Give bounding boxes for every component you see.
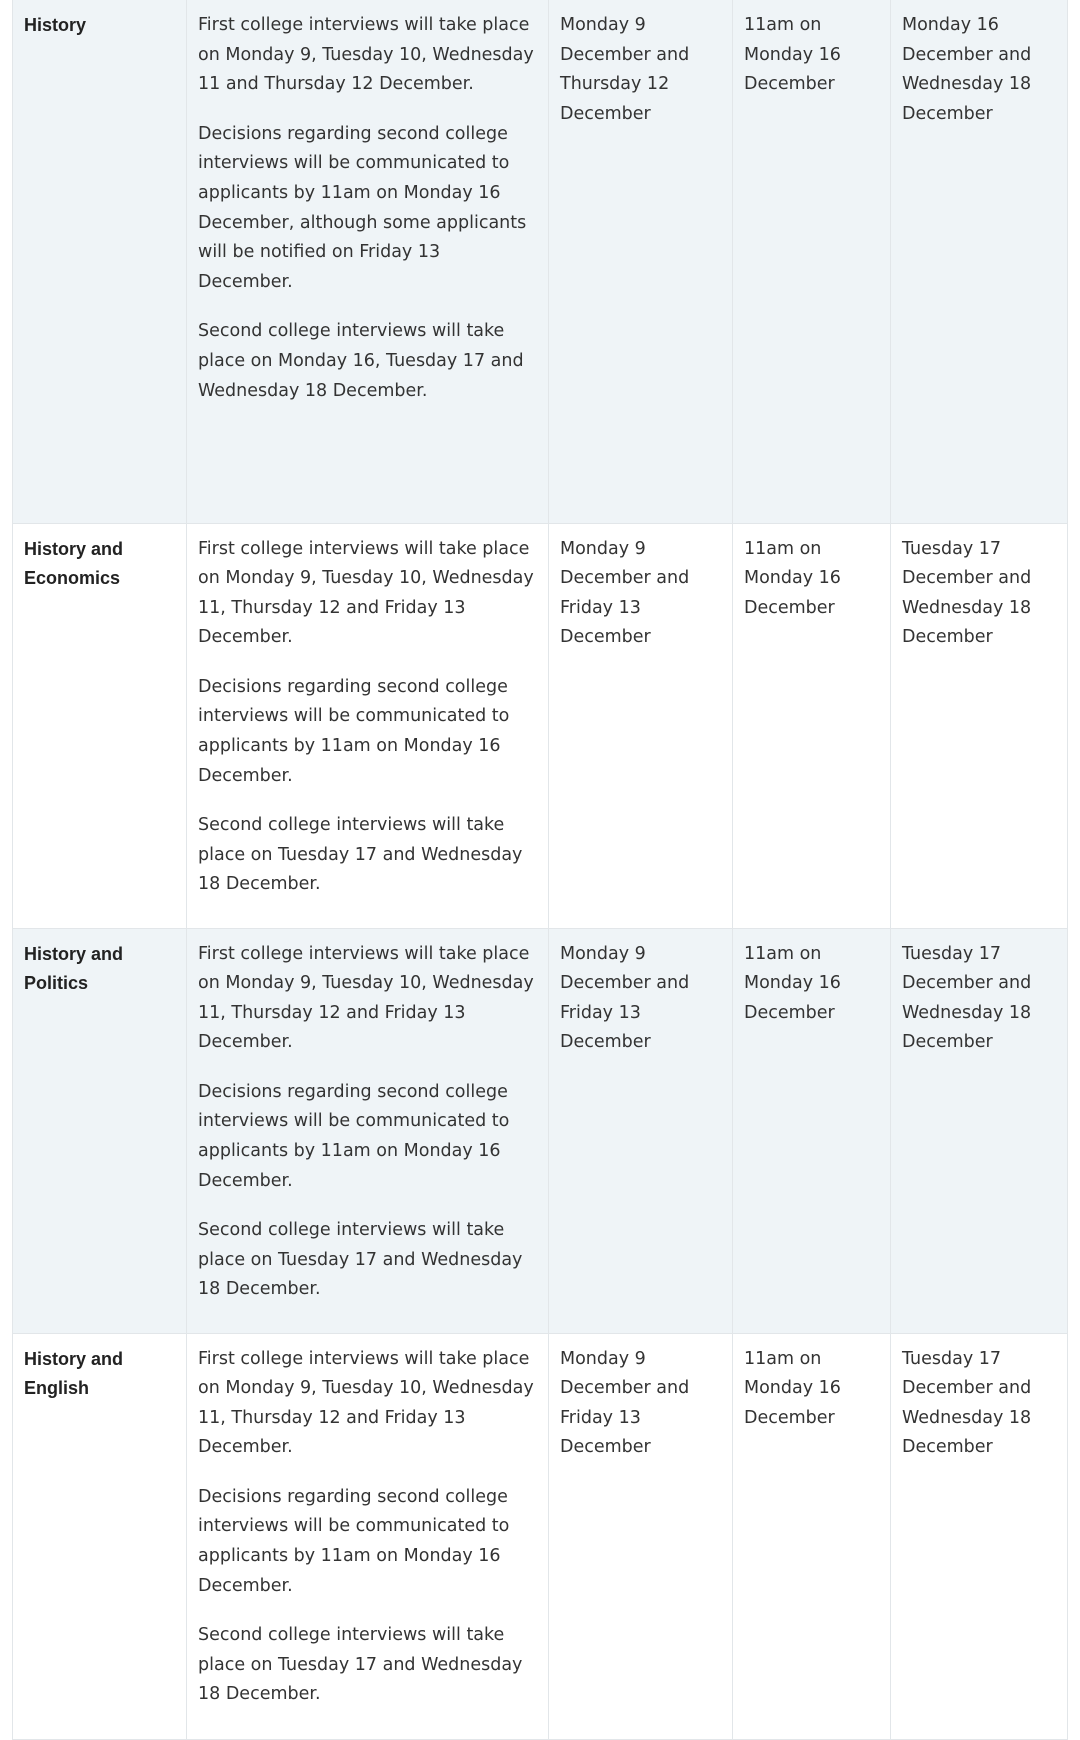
decision-time-cell: 11am on Monday 16 December [733,928,891,1333]
second-interview-dates-cell: Tuesday 17 December and Wednesday 18 December [891,928,1068,1333]
first-interview-dates-cell: Monday 9 December and Friday 13 December [549,523,733,928]
first-interviews-text: First college interviews will take place on Monday 9, Tuesday 10, Wednesday 11, Thursday 12 and Friday 13 December. [198,538,534,648]
second-interviews-text: Second college interviews will take place on Tuesday 17 and Wednesday 18 December. [198,815,523,895]
subject-cell: History and Economics [13,523,187,928]
subject-cell: History and Politics [13,928,187,1333]
second-interviews-text: Second college interviews will take place on Tuesday 17 and Wednesday 18 December. [198,1625,523,1705]
second-interview-dates-cell: Tuesday 17 December and Wednesday 18 December [891,523,1068,928]
decisions-text: Decisions regarding second college interviews will be communicated to applicants by 11am on Monday 16 December. [198,1081,510,1191]
first-interview-dates-cell: Monday 9 December and Thursday 12 December [549,0,733,523]
decisions-text: Decisions regarding second college interviews will be communicated to applicants by 11am on Monday 16 December. [198,1486,510,1596]
table-row [13,523,1068,928]
second-interviews-text: Second college interviews will take place on Monday 16, Tuesday 17 and Wednesday 18 December. [198,321,524,401]
first-interviews-text: First college interviews will take place on Monday 9, Tuesday 10, Wednesday 11, Thursday 12 and Friday 13 December. [198,943,534,1053]
decisions-text: Decisions regarding second college interviews will be communicated to applicants by 11am on Monday 16 December. [198,676,510,786]
table-row [13,0,1068,523]
decision-time-cell: 11am on Monday 16 December [733,523,891,928]
first-interviews-text: First college interviews will take place on Monday 9, Tuesday 10, Wednesday 11, Thursday 12 and Friday 13 December. [198,1348,534,1458]
second-interviews-text: Second college interviews will take place on Tuesday 17 and Wednesday 18 December. [198,1220,523,1300]
second-interview-dates-cell: Monday 16 December and Wednesday 18 December [891,0,1068,523]
interview-schedule-table [12,0,1068,1740]
subject-cell: History [13,0,187,523]
decisions-text: Decisions regarding second college interviews will be communicated to applicants by 11am on Monday 16 December, although some applicants will be notified on Friday 13 December. [198,123,527,292]
details-cell [187,1333,549,1739]
subject-cell: History and English [13,1333,187,1739]
table-row [13,1333,1068,1739]
table-row [13,928,1068,1333]
first-interview-dates-cell: Monday 9 December and Friday 13 December [549,928,733,1333]
decision-time-cell: 11am on Monday 16 December [733,1333,891,1739]
decision-time-cell: 11am on Monday 16 December [733,0,891,523]
first-interview-dates-cell: Monday 9 December and Friday 13 December [549,1333,733,1739]
first-interviews-text: First college interviews will take place on Monday 9, Tuesday 10, Wednesday 11 and Thursday 12 December. [198,15,534,95]
details-cell [187,928,549,1333]
second-interview-dates-cell: Tuesday 17 December and Wednesday 18 December [891,1333,1068,1739]
details-cell [187,0,549,523]
details-cell [187,523,549,928]
